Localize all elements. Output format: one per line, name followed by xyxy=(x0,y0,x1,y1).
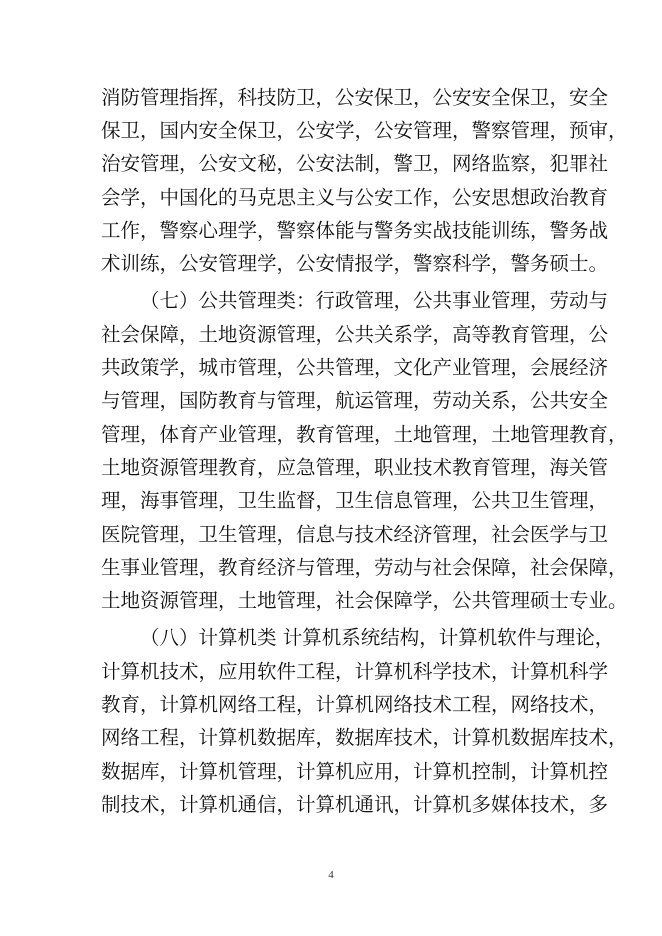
text-line: 生事业管理，教育经济与管理，劳动与社会保障，社会保障， xyxy=(101,556,628,579)
text-line: 管理，体育产业管理，教育管理，土地管理，土地管理教育， xyxy=(101,423,628,446)
text-line: 治安管理，公安文秘，公安法制，警卫，网络监察，犯罪社 xyxy=(101,152,609,175)
text-line: 共政策学，城市管理，公共管理，文化产业管理，会展经济 xyxy=(101,356,609,379)
text-line: 会学，中国化的马克思主义与公安工作，公安思想政治教育 xyxy=(101,186,609,209)
text-line: 工作，警察心理学，警察体能与警务实战技能训练，警务战 xyxy=(101,219,609,242)
section-heading-line: （八）计算机类 计算机系统结构，计算机软件与理论， xyxy=(140,626,615,649)
text-line: 与管理，国防教育与管理，航运管理，劳动关系，公共安全 xyxy=(101,389,609,412)
text-line: 理，海事管理，卫生监督，卫生信息管理，公共卫生管理， xyxy=(101,489,609,512)
text-line: 消防管理指挥，科技防卫，公安保卫，公安安全保卫，安全 xyxy=(101,86,609,109)
page-number: 4 xyxy=(328,869,334,881)
text-line: 土地资源管理教育，应急管理，职业技术教育管理，海关管 xyxy=(101,456,609,479)
text-line: 计算机技术，应用软件工程，计算机科学技术，计算机科学 xyxy=(101,660,609,683)
text-line: 社会保障，土地资源管理，公共关系学，高等教育管理，公 xyxy=(101,323,609,346)
section-heading-line: （七）公共管理类：行政管理，公共事业管理，劳动与 xyxy=(140,289,609,312)
text-line: 医院管理，卫生管理，信息与技术经济管理，社会医学与卫 xyxy=(101,523,609,546)
text-line: 数据库，计算机管理，计算机应用，计算机控制，计算机控 xyxy=(101,760,609,783)
text-line: 土地资源管理，土地管理，社会保障学，公共管理硕士专业。 xyxy=(101,589,628,612)
text-line: 教育，计算机网络工程，计算机网络技术工程，网络技术， xyxy=(101,693,609,716)
text-line: 保卫，国内安全保卫，公安学，公安管理，警察管理，预审， xyxy=(101,119,628,142)
text-line: 网络工程，计算机数据库，数据库技术，计算机数据库技术， xyxy=(101,726,628,749)
text-line: 制技术，计算机通信，计算机通讯，计算机多媒体技术，多 xyxy=(101,793,609,816)
text-line: 术训练，公安管理学，公安情报学，警察科学，警务硕士。 xyxy=(101,252,609,275)
